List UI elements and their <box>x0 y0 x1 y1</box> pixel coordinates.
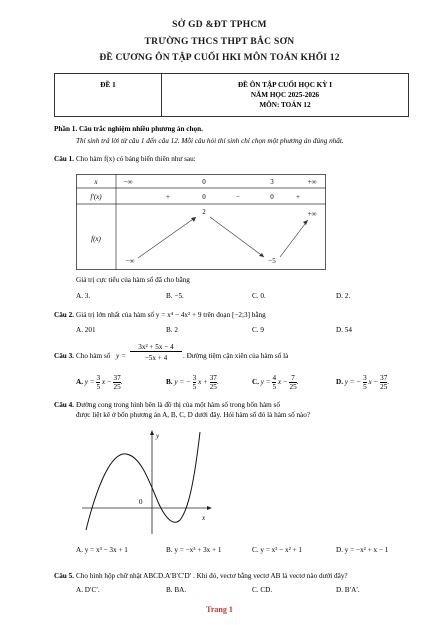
var-fp-sign: + <box>296 193 300 201</box>
q2-text: Giá trị lớn nhất của hàm số y = x⁴ − 4x² + 9 trên đoạn [−2;3] bằng <box>76 311 266 319</box>
exam-detail-cell <box>162 74 409 117</box>
var-fp-zero: 0 <box>270 193 274 201</box>
q1-label: Câu 1. <box>54 155 74 163</box>
var-x-val: +∞ <box>307 178 317 186</box>
q2-option-c[interactable]: C. 9 <box>252 326 264 334</box>
option-mid: x − <box>277 378 288 387</box>
q3-func-y: y = <box>116 352 126 360</box>
frac-num: 37 <box>113 374 121 382</box>
q3-label: Câu 3. <box>54 352 74 360</box>
q1-option-c[interactable]: C. 0. <box>252 292 266 300</box>
q1-option-b[interactable]: B. −5. <box>166 292 184 300</box>
option-prefix: y = <box>84 378 95 387</box>
frac-num: 3 <box>363 374 367 382</box>
var-fp-sign: − <box>236 193 240 201</box>
header-department: SỞ GD &ĐT TPHCM <box>172 20 267 30</box>
q2-label: Câu 2. <box>54 311 74 319</box>
frac-den: 25 <box>113 383 121 391</box>
frac-num: 3 <box>96 374 101 382</box>
option-mid: x − <box>368 378 379 387</box>
var-f-val: 2 <box>202 208 206 216</box>
option-letter: B. <box>166 378 173 387</box>
q3-option-d[interactable]: D. y = − $\frac{3}{5}$ x − $\frac{37}{25}$ . <box>336 374 390 391</box>
option-mid: x − <box>101 378 112 387</box>
header-title: ĐỀ CƯƠNG ÔN TẬP CUỐI HKI MÔN TOÁN KHỐI 12 <box>99 53 340 63</box>
frac-den: 25 <box>289 383 297 391</box>
q1-option-a[interactable]: A. 3. <box>76 292 91 300</box>
fraction <box>113 374 120 391</box>
fraction <box>193 374 197 391</box>
y-axis-label: y <box>156 432 160 440</box>
frac-num: 3 <box>192 374 197 382</box>
school-year: NĂM HỌC 2025-2026 <box>250 91 320 99</box>
q5-label: Câu 5. <box>54 572 74 580</box>
var-f-val: −∞ <box>125 257 135 265</box>
q1-variation-table <box>76 174 326 270</box>
q5-option-b[interactable]: B. BA. <box>166 586 187 594</box>
q5-option-a[interactable]: A. D′C′. <box>76 586 100 594</box>
var-arrow-head <box>191 217 196 222</box>
frac-den: 25 <box>209 383 217 391</box>
part1-title: Phần 1. Câu trắc nghiệm nhiều phương án chọn. <box>54 125 203 133</box>
fraction <box>210 374 217 391</box>
frac-num: 4 <box>272 374 277 382</box>
var-fp-sign: + <box>166 193 170 201</box>
var-x-label: x <box>94 178 98 186</box>
frac-den: 25 <box>380 383 388 391</box>
frac-den: 5 <box>363 383 367 391</box>
q3-text-pre: Cho hàm số <box>76 352 111 360</box>
var-x-val: 3 <box>270 178 274 186</box>
q3-option-a[interactable]: A. y = $\frac{3}{5}$ x − $\frac{37}{25}$ . <box>76 374 123 391</box>
q4-text-line1: Đường cong trong hình bên là đồ thị của một hàm số trong bốn hàm số <box>76 401 280 409</box>
q3-func-numerator: 3x² + 5x − 4 <box>130 343 182 352</box>
x-axis-label: x <box>202 514 206 522</box>
option-prefix: y = − <box>174 378 191 387</box>
fraction <box>380 374 387 391</box>
q4-label: Câu 4. <box>54 401 74 409</box>
q4-option-d[interactable]: D. y = −x² + x − 1 <box>336 546 389 554</box>
option-letter: C. <box>252 378 259 387</box>
option-prefix: y = − <box>344 378 362 387</box>
q2-option-a[interactable]: A. 201 <box>76 326 96 334</box>
frac-num: 7 <box>291 374 295 382</box>
part1-instruction: Thí sinh trả lời từ câu 1 đến câu 12. Mỗi câu hỏi thí sinh chỉ chọn một phương án đúng nhất. <box>76 137 344 145</box>
x-axis-arrow <box>207 506 212 510</box>
var-f-label: f(x) <box>91 235 101 243</box>
var-arrow-down <box>210 217 264 257</box>
option-prefix: y = <box>260 378 271 387</box>
exam-name: ĐỀ ÔN TẬP CUỐI HỌC KỲ I <box>237 81 333 89</box>
var-f-val: −5 <box>268 257 276 265</box>
q4-option-b[interactable]: B. y = −x³ + 3x + 1 <box>166 546 222 554</box>
frac-num: 37 <box>209 374 217 382</box>
exam-code-cell <box>55 74 162 117</box>
frac-den: 5 <box>272 383 277 391</box>
var-x-val: −∞ <box>123 178 133 186</box>
cubic-curve <box>86 432 200 530</box>
subject: MÔN: TOÁN 12 <box>259 101 311 109</box>
var-arrow-up <box>138 217 196 258</box>
var-x-val: 0 <box>202 178 206 186</box>
exam-info-box <box>54 73 409 117</box>
var-f-val: +∞ <box>307 210 317 218</box>
q5-option-c[interactable]: C. CD. <box>252 586 273 594</box>
q5-option-d[interactable]: D. B′A′. <box>336 586 360 594</box>
frac-den: 5 <box>96 383 101 391</box>
exam-code: ĐỀ 1 <box>100 81 116 89</box>
var-fp-label: f′(x) <box>90 193 102 201</box>
var-fp-zero: 0 <box>202 193 206 201</box>
q4-option-c[interactable]: C. y = x² − x² + 1 <box>252 546 303 554</box>
fraction <box>272 374 276 391</box>
q3-option-b[interactable]: B. y = − $\frac{3}{5}$ x + $\frac{37}{25}$ . <box>166 374 219 391</box>
page-number: Trang 1 <box>206 605 233 614</box>
fraction <box>289 374 296 391</box>
var-arrow-up <box>280 220 308 257</box>
q3-text-post: . Đường tiệm cận xiên của hàm số là <box>183 352 289 360</box>
q5-text: Cho hình hộp chữ nhật ABCD.A′B′C′D′ . Khi đó, vectơ bằng vectơ AB là vectơ nào dưới đây? <box>76 572 348 580</box>
q2-option-b[interactable]: B. 2 <box>166 326 178 334</box>
fraction <box>363 374 367 391</box>
q1-text: Cho hàm f(x) có bảng biến thiên như sau: <box>76 155 196 163</box>
option-mid: x + <box>198 378 208 387</box>
q4-function-graph <box>76 426 216 536</box>
frac-num: 37 <box>380 374 388 382</box>
q3-option-c[interactable]: C. y = $\frac{4}{5}$ x − $\frac{7}{25}$ . <box>252 374 299 391</box>
q4-text-line2: được liệt kê ở bốn phương án A, B, C, D dưới đây. Hỏi hàm số đó là hàm số nào? <box>76 411 311 419</box>
q4-option-a[interactable]: A. y = x³ − 3x + 1 <box>76 546 128 554</box>
option-letter: D. <box>336 378 343 387</box>
y-axis-arrow <box>150 430 154 435</box>
frac-den: 5 <box>192 383 197 391</box>
q1-ask: Giá trị cực tiểu của hàm số đã cho bằng <box>76 276 190 284</box>
q2-option-d[interactable]: D. 54 <box>336 326 352 334</box>
fraction <box>96 374 100 391</box>
header-school: TRƯỜNG THCS THPT BẮC SƠN <box>144 37 295 47</box>
origin-label: 0 <box>139 498 143 506</box>
q1-option-d[interactable]: D. 2. <box>336 292 351 300</box>
q3-func-denominator: −5x + 4 <box>144 354 168 362</box>
var-arrow-head <box>303 220 308 225</box>
option-letter: A. <box>76 378 83 387</box>
